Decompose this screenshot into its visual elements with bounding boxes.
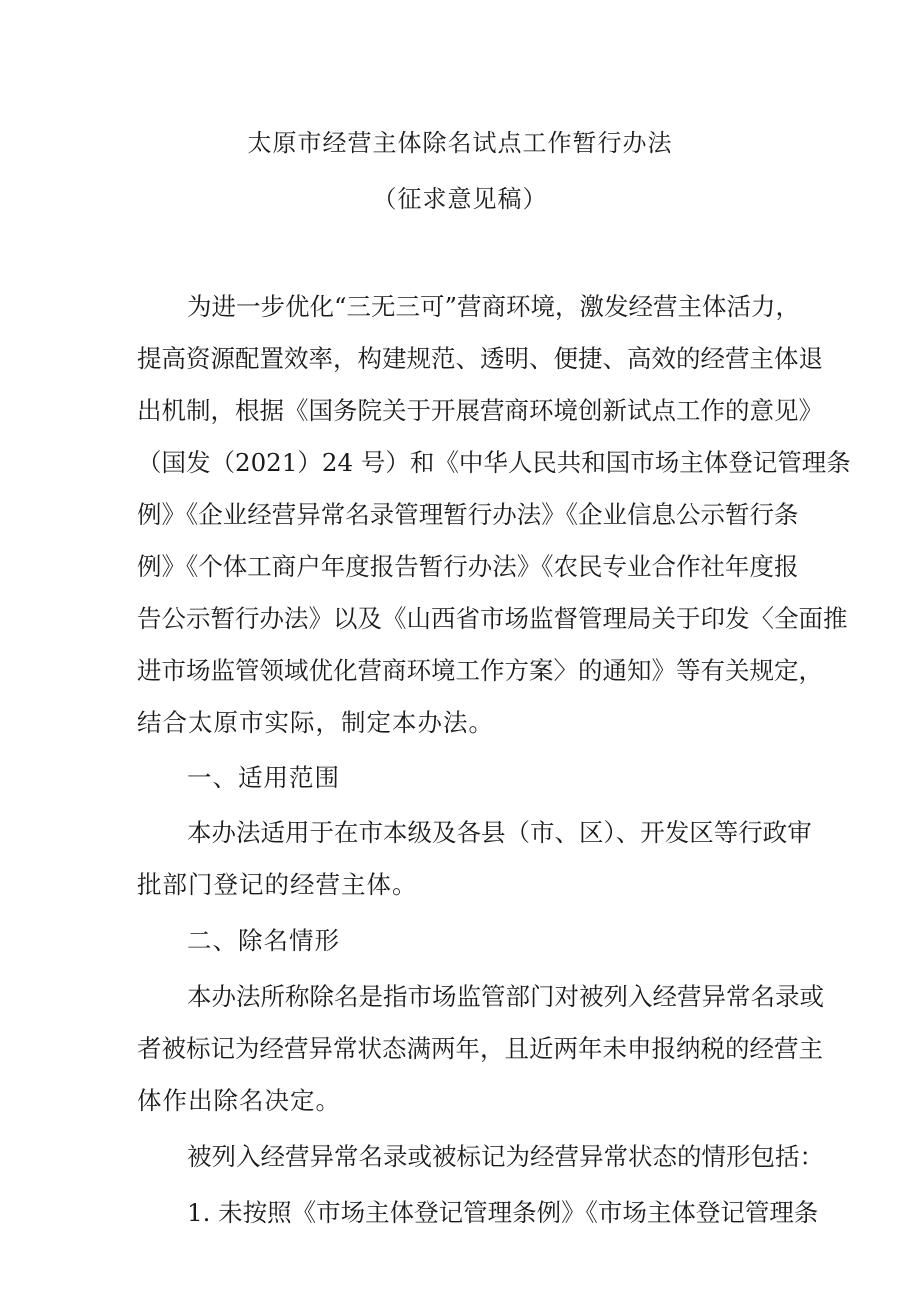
paragraph-line: 例》《企业经营异常名录管理暂行办法》《企业信息公示暂行条 xyxy=(137,500,799,529)
paragraph-line: 出机制，根据《国务院关于开展营商环境创新试点工作的意见》 xyxy=(137,396,823,425)
paragraph-line: 例》《个体工商户年度报告暂行办法》《农民专业合作社年度报 xyxy=(137,552,799,581)
paragraph-line: 本办法所称除名是指市场监管部门对被列入经营异常名录或 xyxy=(187,982,824,1011)
cases-paragraph: 被列入经营异常名录或被标记为经营异常状态的情形包括： xyxy=(187,1142,824,1171)
paragraph-line: 提高资源配置效率，构建规范、透明、便捷、高效的经营主体退 xyxy=(137,344,823,373)
paragraph-line: 进市场监管领域优化营商环境工作方案〉的通知》等有关规定， xyxy=(137,656,823,685)
paragraph-line: 为进一步优化“三无三可”营商环境，激发经营主体活力， xyxy=(187,292,801,321)
paragraph-line: 结合太原市实际，制定本办法。 xyxy=(137,708,494,737)
paragraph-line: 体作出除名决定。 xyxy=(137,1086,341,1115)
paragraph-line: （国发（2021）24 号）和《中华人民共和国市场主体登记管理条 xyxy=(137,448,851,477)
section-heading-scope: 一、适用范围 xyxy=(187,763,340,792)
section-heading-removal: 二、除名情形 xyxy=(187,926,340,955)
paragraph-line: 告公示暂行办法》以及《山西省市场监督管理局关于印发〈全面推 xyxy=(137,604,848,633)
list-item-1: 1. 未按照《市场主体登记管理条例》《市场主体登记管理条 xyxy=(187,1198,819,1227)
document-title: 太原市经营主体除名试点工作暂行办法 xyxy=(247,129,673,157)
paragraph-line: 本办法适用于在市本级及各县（市、区）、开发区等行政审 xyxy=(187,818,812,847)
document-subtitle: （征求意见稿） xyxy=(372,185,548,213)
paragraph-line: 者被标记为经营异常状态满两年，且近两年未申报纳税的经营主 xyxy=(137,1034,823,1063)
paragraph-line: 批部门登记的经营主体。 xyxy=(137,870,418,899)
